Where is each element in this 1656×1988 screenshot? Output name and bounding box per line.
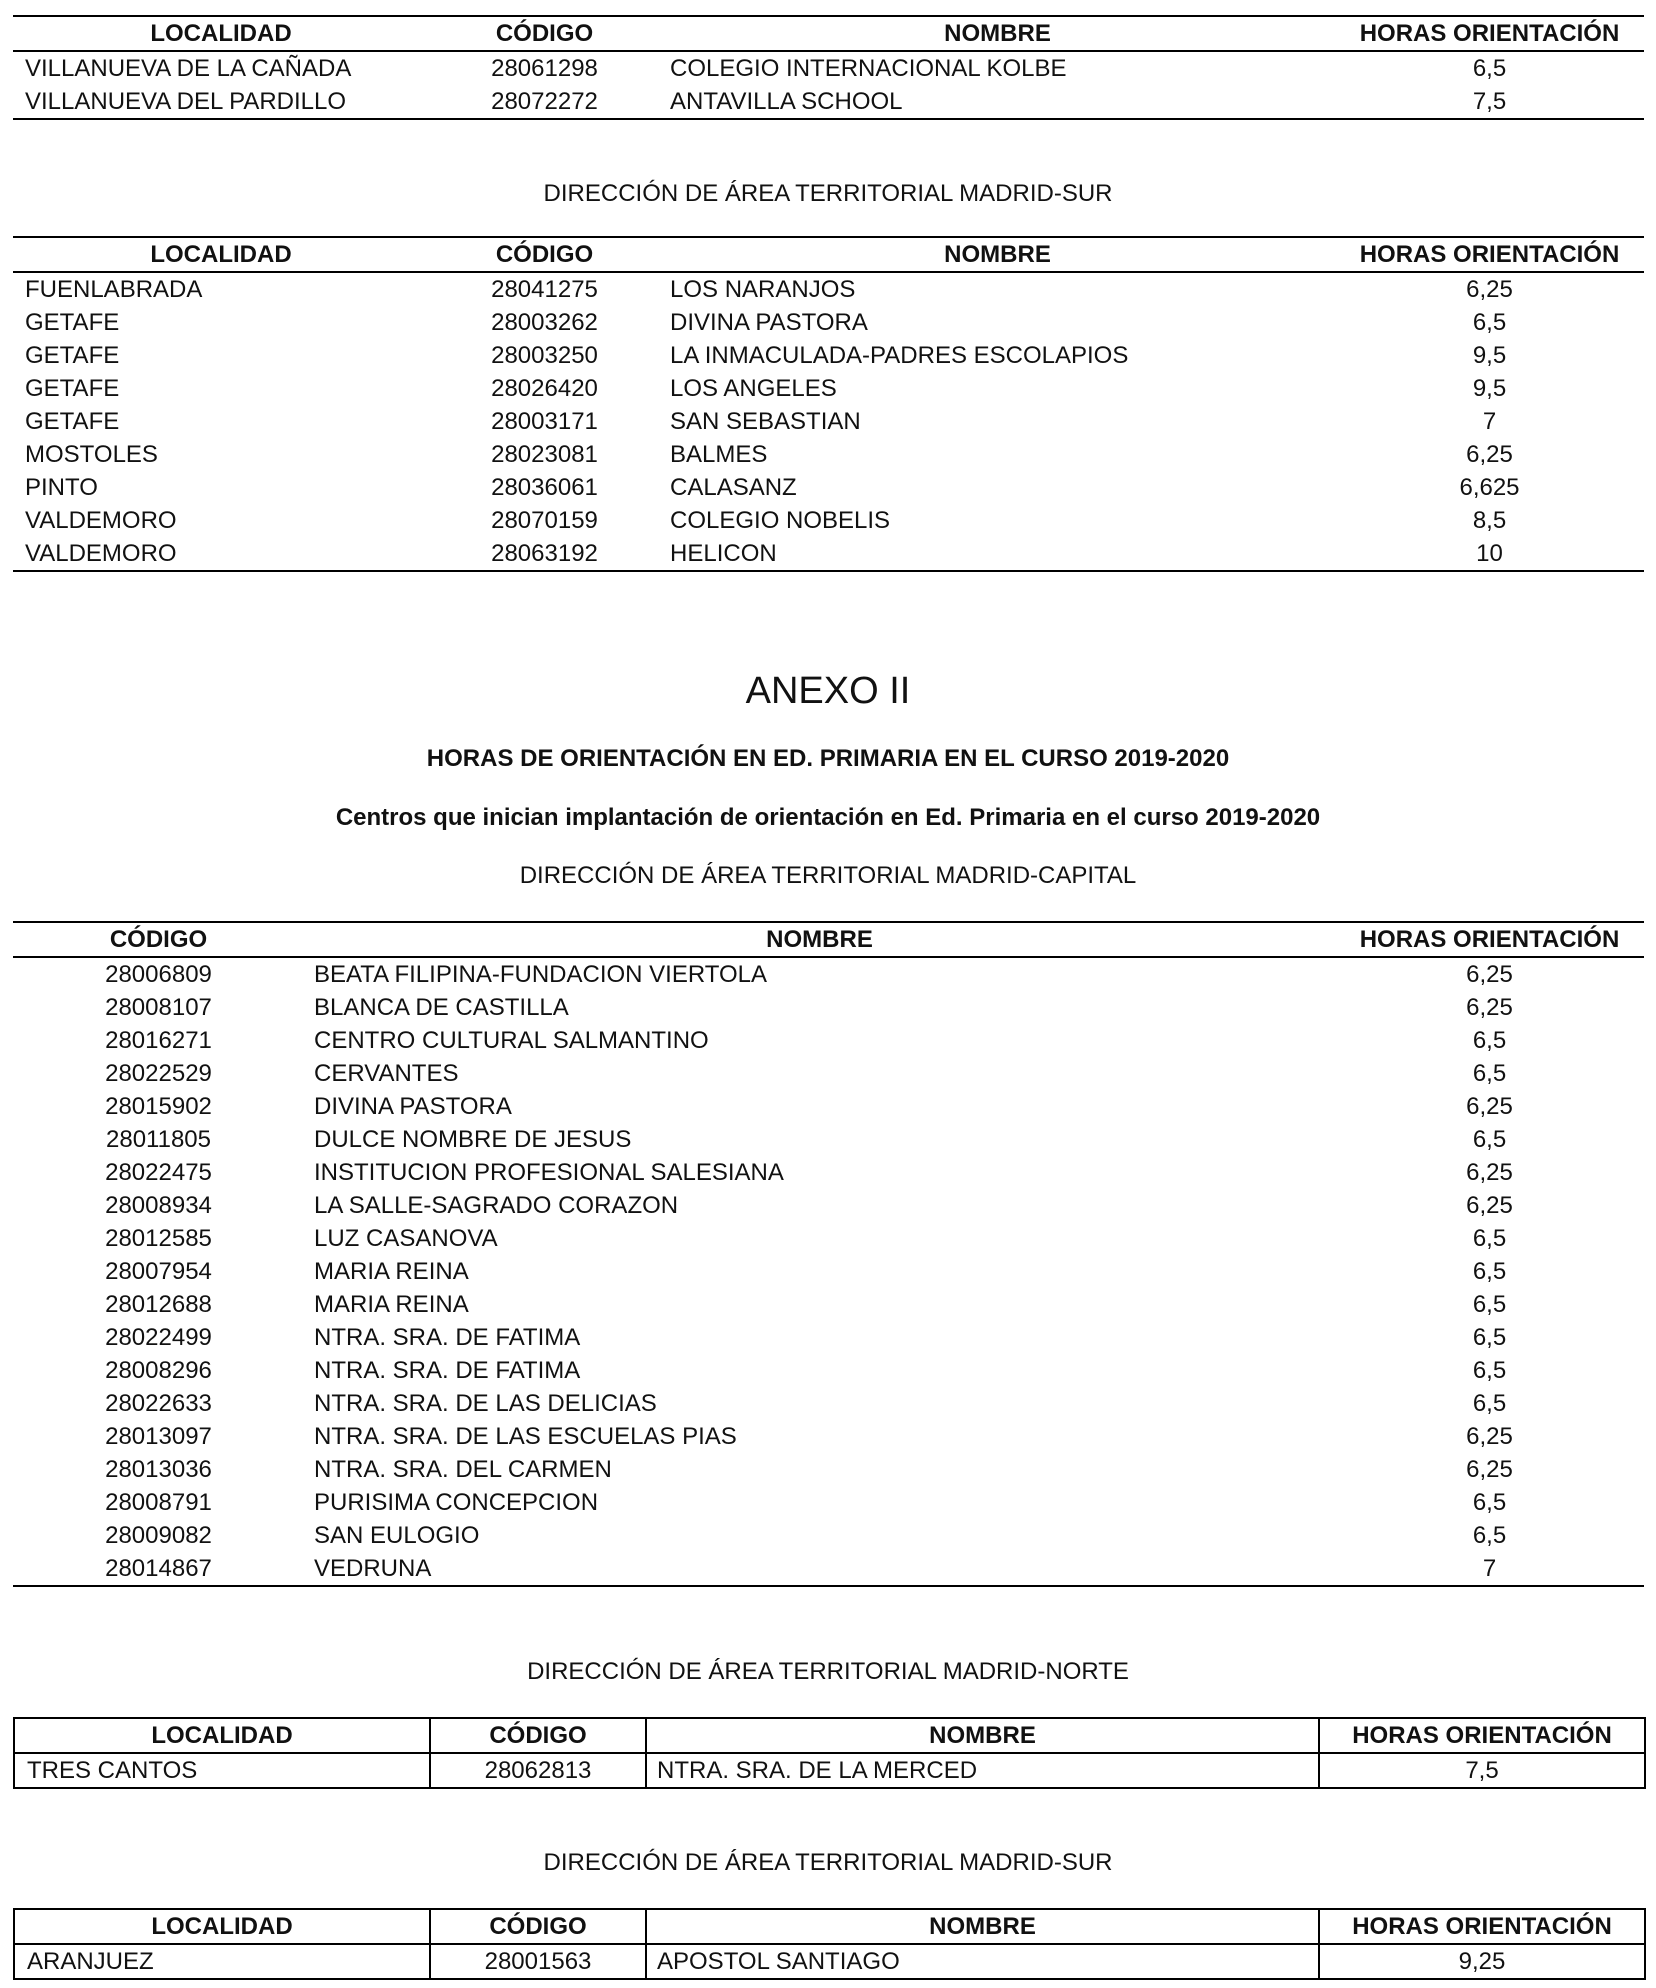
table-villanueva xyxy=(13,15,1644,120)
cell-nombre: VEDRUNA xyxy=(314,1555,432,1582)
cell-localidad: VALDEMORO xyxy=(25,540,177,567)
table-row xyxy=(13,438,1644,471)
cell-nombre: LUZ CASANOVA xyxy=(314,1225,498,1252)
column-header-codigo: CÓDIGO xyxy=(429,237,660,272)
cell-horas: 6,5 xyxy=(1472,1291,1507,1318)
cell-codigo: 28014867 xyxy=(105,1555,212,1582)
table-header-row xyxy=(14,1718,1645,1753)
cell-nombre: CALASANZ xyxy=(670,474,797,501)
cell-nombre: INSTITUCION PROFESIONAL SALESIANA xyxy=(314,1159,784,1186)
column-header-codigo: CÓDIGO xyxy=(430,1718,646,1753)
cell-horas: 6,25 xyxy=(1466,1093,1513,1120)
cell-codigo: 28072272 xyxy=(491,88,598,115)
cell-horas: 6,5 xyxy=(1472,1225,1507,1252)
table-row xyxy=(13,1255,1644,1288)
table-row xyxy=(13,85,1644,119)
cell-nombre: CERVANTES xyxy=(314,1060,459,1087)
cell-codigo: 28013097 xyxy=(105,1423,212,1450)
cell-localidad: GETAFE xyxy=(25,408,120,435)
cell-horas: 6,25 xyxy=(1466,1192,1513,1219)
cell-localidad: GETAFE xyxy=(25,309,120,336)
cell-horas: 6,25 xyxy=(1466,276,1513,303)
cell-nombre: MARIA REINA xyxy=(314,1258,469,1285)
cell-nombre: CENTRO CULTURAL SALMANTINO xyxy=(314,1027,709,1054)
cell-nombre: DULCE NOMBRE DE JESUS xyxy=(314,1126,632,1153)
table-madrid-sur-2 xyxy=(13,1908,1646,1980)
column-header-localidad: LOCALIDAD xyxy=(14,1909,430,1944)
table-row xyxy=(13,1321,1644,1354)
table-row xyxy=(13,1090,1644,1123)
table-row xyxy=(13,471,1644,504)
table-row xyxy=(13,537,1644,571)
cell-localidad: MOSTOLES xyxy=(25,441,158,468)
cell-horas: 6,5 xyxy=(1472,1522,1507,1549)
cell-nombre: ANTAVILLA SCHOOL xyxy=(670,88,903,115)
cell-nombre: DIVINA PASTORA xyxy=(314,1093,512,1120)
cell-nombre: NTRA. SRA. DE LAS DELICIAS xyxy=(314,1390,657,1417)
cell-horas: 7 xyxy=(1482,408,1497,435)
column-header-horas: HORAS ORIENTACIÓN xyxy=(1335,237,1644,272)
cell-nombre: NTRA. SRA. DE FATIMA xyxy=(314,1324,581,1351)
cell-codigo: 28063192 xyxy=(491,540,598,567)
cell-codigo: 28041275 xyxy=(491,276,598,303)
cell-nombre: HELICON xyxy=(670,540,777,567)
cell-nombre: DIVINA PASTORA xyxy=(670,309,868,336)
cell-horas: 6,5 xyxy=(1472,1357,1507,1384)
cell-localidad: GETAFE xyxy=(25,342,120,369)
annex-subtitle-centros: Centros que inician implantación de orientación en Ed. Primaria en el curso 2019-2020 xyxy=(335,804,1321,831)
cell-codigo: 28026420 xyxy=(491,375,598,402)
column-header-horas: HORAS ORIENTACIÓN xyxy=(1335,16,1644,51)
table-header-row xyxy=(13,16,1644,51)
column-header-codigo: CÓDIGO xyxy=(13,922,304,957)
cell-horas: 6,5 xyxy=(1472,55,1507,82)
cell-codigo: 28013036 xyxy=(105,1456,212,1483)
cell-nombre: NTRA. SRA. DEL CARMEN xyxy=(314,1456,612,1483)
cell-horas: 9,5 xyxy=(1472,342,1507,369)
cell-codigo: 28003262 xyxy=(491,309,598,336)
cell-localidad: TRES CANTOS xyxy=(14,1753,430,1788)
cell-codigo: 28023081 xyxy=(491,441,598,468)
cell-nombre: LA SALLE-SAGRADO CORAZON xyxy=(314,1192,679,1219)
cell-localidad: VILLANUEVA DEL PARDILLO xyxy=(25,88,347,115)
column-header-nombre: NOMBRE xyxy=(304,922,1335,957)
cell-nombre: LA INMACULADA-PADRES ESCOLAPIOS xyxy=(670,342,1129,369)
table-row xyxy=(13,1552,1644,1586)
cell-horas: 6,5 xyxy=(1472,1027,1507,1054)
cell-horas: 6,25 xyxy=(1466,1159,1513,1186)
table-header-row xyxy=(13,922,1644,957)
cell-nombre: LOS ANGELES xyxy=(670,375,837,402)
cell-localidad: VALDEMORO xyxy=(25,507,177,534)
cell-nombre: BEATA FILIPINA-FUNDACION VIERTOLA xyxy=(314,961,767,988)
column-header-localidad: LOCALIDAD xyxy=(13,237,429,272)
table-row xyxy=(13,504,1644,537)
column-header-nombre: NOMBRE xyxy=(660,16,1335,51)
cell-localidad: VILLANUEVA DE LA CAÑADA xyxy=(25,55,352,82)
table-madrid-sur xyxy=(13,236,1644,572)
cell-nombre: COLEGIO NOBELIS xyxy=(670,507,891,534)
cell-codigo: 28036061 xyxy=(491,474,598,501)
column-header-codigo: CÓDIGO xyxy=(429,16,660,51)
table-row xyxy=(14,1753,1645,1788)
table-row xyxy=(14,1944,1645,1979)
table-row xyxy=(13,1024,1644,1057)
cell-horas: 7 xyxy=(1482,1555,1497,1582)
cell-horas: 10 xyxy=(1476,540,1503,567)
area-heading-madrid-norte: DIRECCIÓN DE ÁREA TERRITORIAL MADRID-NORTE xyxy=(527,1658,1129,1685)
cell-horas: 6,5 xyxy=(1472,309,1507,336)
cell-horas: 6,25 xyxy=(1466,441,1513,468)
cell-horas: 6,25 xyxy=(1466,994,1513,1021)
cell-horas: 6,5 xyxy=(1472,1258,1507,1285)
column-header-horas: HORAS ORIENTACIÓN xyxy=(1335,922,1644,957)
cell-nombre: SAN SEBASTIAN xyxy=(670,408,861,435)
cell-localidad: ARANJUEZ xyxy=(14,1944,430,1979)
column-header-nombre: NOMBRE xyxy=(646,1718,1319,1753)
cell-horas: 6,5 xyxy=(1472,1324,1507,1351)
cell-codigo: 28061298 xyxy=(491,55,598,82)
table-row xyxy=(13,1156,1644,1189)
cell-horas: 6,625 xyxy=(1459,474,1520,501)
table-row xyxy=(13,1057,1644,1090)
cell-codigo: 28011805 xyxy=(106,1126,211,1153)
column-header-nombre: NOMBRE xyxy=(646,1909,1319,1944)
table-row xyxy=(13,1189,1644,1222)
cell-codigo: 28022499 xyxy=(105,1324,212,1351)
cell-nombre: NTRA. SRA. DE FATIMA xyxy=(314,1357,581,1384)
cell-nombre: SAN EULOGIO xyxy=(314,1522,480,1549)
table-row xyxy=(13,272,1644,306)
cell-horas: 9,5 xyxy=(1472,375,1507,402)
cell-codigo: 28015902 xyxy=(105,1093,212,1120)
cell-horas: 9,25 xyxy=(1319,1944,1645,1979)
cell-codigo: 28022475 xyxy=(105,1159,212,1186)
cell-nombre: NTRA. SRA. DE LAS ESCUELAS PIAS xyxy=(314,1423,737,1450)
cell-codigo: 28008934 xyxy=(105,1192,212,1219)
cell-nombre: APOSTOL SANTIAGO xyxy=(646,1944,1319,1979)
table-row xyxy=(13,1354,1644,1387)
column-header-horas: HORAS ORIENTACIÓN xyxy=(1319,1718,1645,1753)
cell-codigo: 28022633 xyxy=(105,1390,212,1417)
cell-nombre: BALMES xyxy=(670,441,768,468)
table-row xyxy=(13,1420,1644,1453)
cell-codigo: 28022529 xyxy=(105,1060,212,1087)
cell-localidad: GETAFE xyxy=(25,375,120,402)
cell-codigo: 28003171 xyxy=(491,408,598,435)
area-heading-madrid-capital: DIRECCIÓN DE ÁREA TERRITORIAL MADRID-CAPITAL xyxy=(519,862,1137,889)
table-row xyxy=(13,1387,1644,1420)
cell-horas: 7,5 xyxy=(1472,88,1507,115)
cell-localidad: PINTO xyxy=(25,474,98,501)
cell-nombre: NTRA. SRA. DE LA MERCED xyxy=(646,1753,1319,1788)
table-madrid-norte xyxy=(13,1717,1646,1789)
table-row xyxy=(13,405,1644,438)
table-header-row xyxy=(13,237,1644,272)
cell-horas: 6,5 xyxy=(1472,1489,1507,1516)
cell-horas: 6,25 xyxy=(1466,1456,1513,1483)
table-row xyxy=(13,306,1644,339)
area-heading-madrid-sur-1: DIRECCIÓN DE ÁREA TERRITORIAL MADRID-SUR xyxy=(543,180,1113,207)
cell-horas: 6,5 xyxy=(1472,1126,1507,1153)
column-header-localidad: LOCALIDAD xyxy=(13,16,429,51)
table-row xyxy=(13,339,1644,372)
cell-horas: 8,5 xyxy=(1472,507,1507,534)
cell-horas: 6,5 xyxy=(1472,1060,1507,1087)
cell-nombre: BLANCA DE CASTILLA xyxy=(314,994,569,1021)
cell-codigo: 28006809 xyxy=(105,961,212,988)
cell-horas: 6,25 xyxy=(1466,1423,1513,1450)
table-row xyxy=(13,1123,1644,1156)
table-row xyxy=(13,957,1644,991)
column-header-nombre: NOMBRE xyxy=(660,237,1335,272)
area-heading-madrid-sur-2: DIRECCIÓN DE ÁREA TERRITORIAL MADRID-SUR xyxy=(543,1849,1113,1876)
cell-codigo: 28062813 xyxy=(430,1753,646,1788)
cell-codigo: 28012688 xyxy=(105,1291,212,1318)
table-row xyxy=(13,51,1644,85)
column-header-localidad: LOCALIDAD xyxy=(14,1718,430,1753)
cell-codigo: 28070159 xyxy=(491,507,598,534)
cell-codigo: 28009082 xyxy=(105,1522,212,1549)
table-row xyxy=(13,1288,1644,1321)
cell-nombre: COLEGIO INTERNACIONAL KOLBE xyxy=(670,55,1067,82)
column-header-horas: HORAS ORIENTACIÓN xyxy=(1319,1909,1645,1944)
annex-title: ANEXO II xyxy=(745,670,911,712)
table-row xyxy=(13,1453,1644,1486)
cell-localidad: FUENLABRADA xyxy=(25,276,203,303)
table-row xyxy=(13,1486,1644,1519)
cell-nombre: LOS NARANJOS xyxy=(670,276,856,303)
table-row xyxy=(13,1519,1644,1552)
cell-codigo: 28008296 xyxy=(105,1357,212,1384)
cell-codigo: 28001563 xyxy=(430,1944,646,1979)
cell-codigo: 28008107 xyxy=(105,994,212,1021)
column-header-codigo: CÓDIGO xyxy=(430,1909,646,1944)
table-row xyxy=(13,991,1644,1024)
cell-codigo: 28007954 xyxy=(105,1258,212,1285)
cell-codigo: 28008791 xyxy=(105,1489,212,1516)
cell-codigo: 28016271 xyxy=(105,1027,212,1054)
cell-horas: 7,5 xyxy=(1319,1753,1645,1788)
cell-horas: 6,5 xyxy=(1472,1390,1507,1417)
cell-codigo: 28003250 xyxy=(491,342,598,369)
table-row xyxy=(13,372,1644,405)
annex-subtitle: HORAS DE ORIENTACIÓN EN ED. PRIMARIA EN EL CURSO 2019-2020 xyxy=(426,745,1230,772)
cell-codigo: 28012585 xyxy=(105,1225,212,1252)
cell-nombre: PURISIMA CONCEPCION xyxy=(314,1489,599,1516)
cell-nombre: MARIA REINA xyxy=(314,1291,469,1318)
table-madrid-capital xyxy=(13,921,1644,1587)
table-header-row xyxy=(14,1909,1645,1944)
cell-horas: 6,25 xyxy=(1466,961,1513,988)
table-row xyxy=(13,1222,1644,1255)
